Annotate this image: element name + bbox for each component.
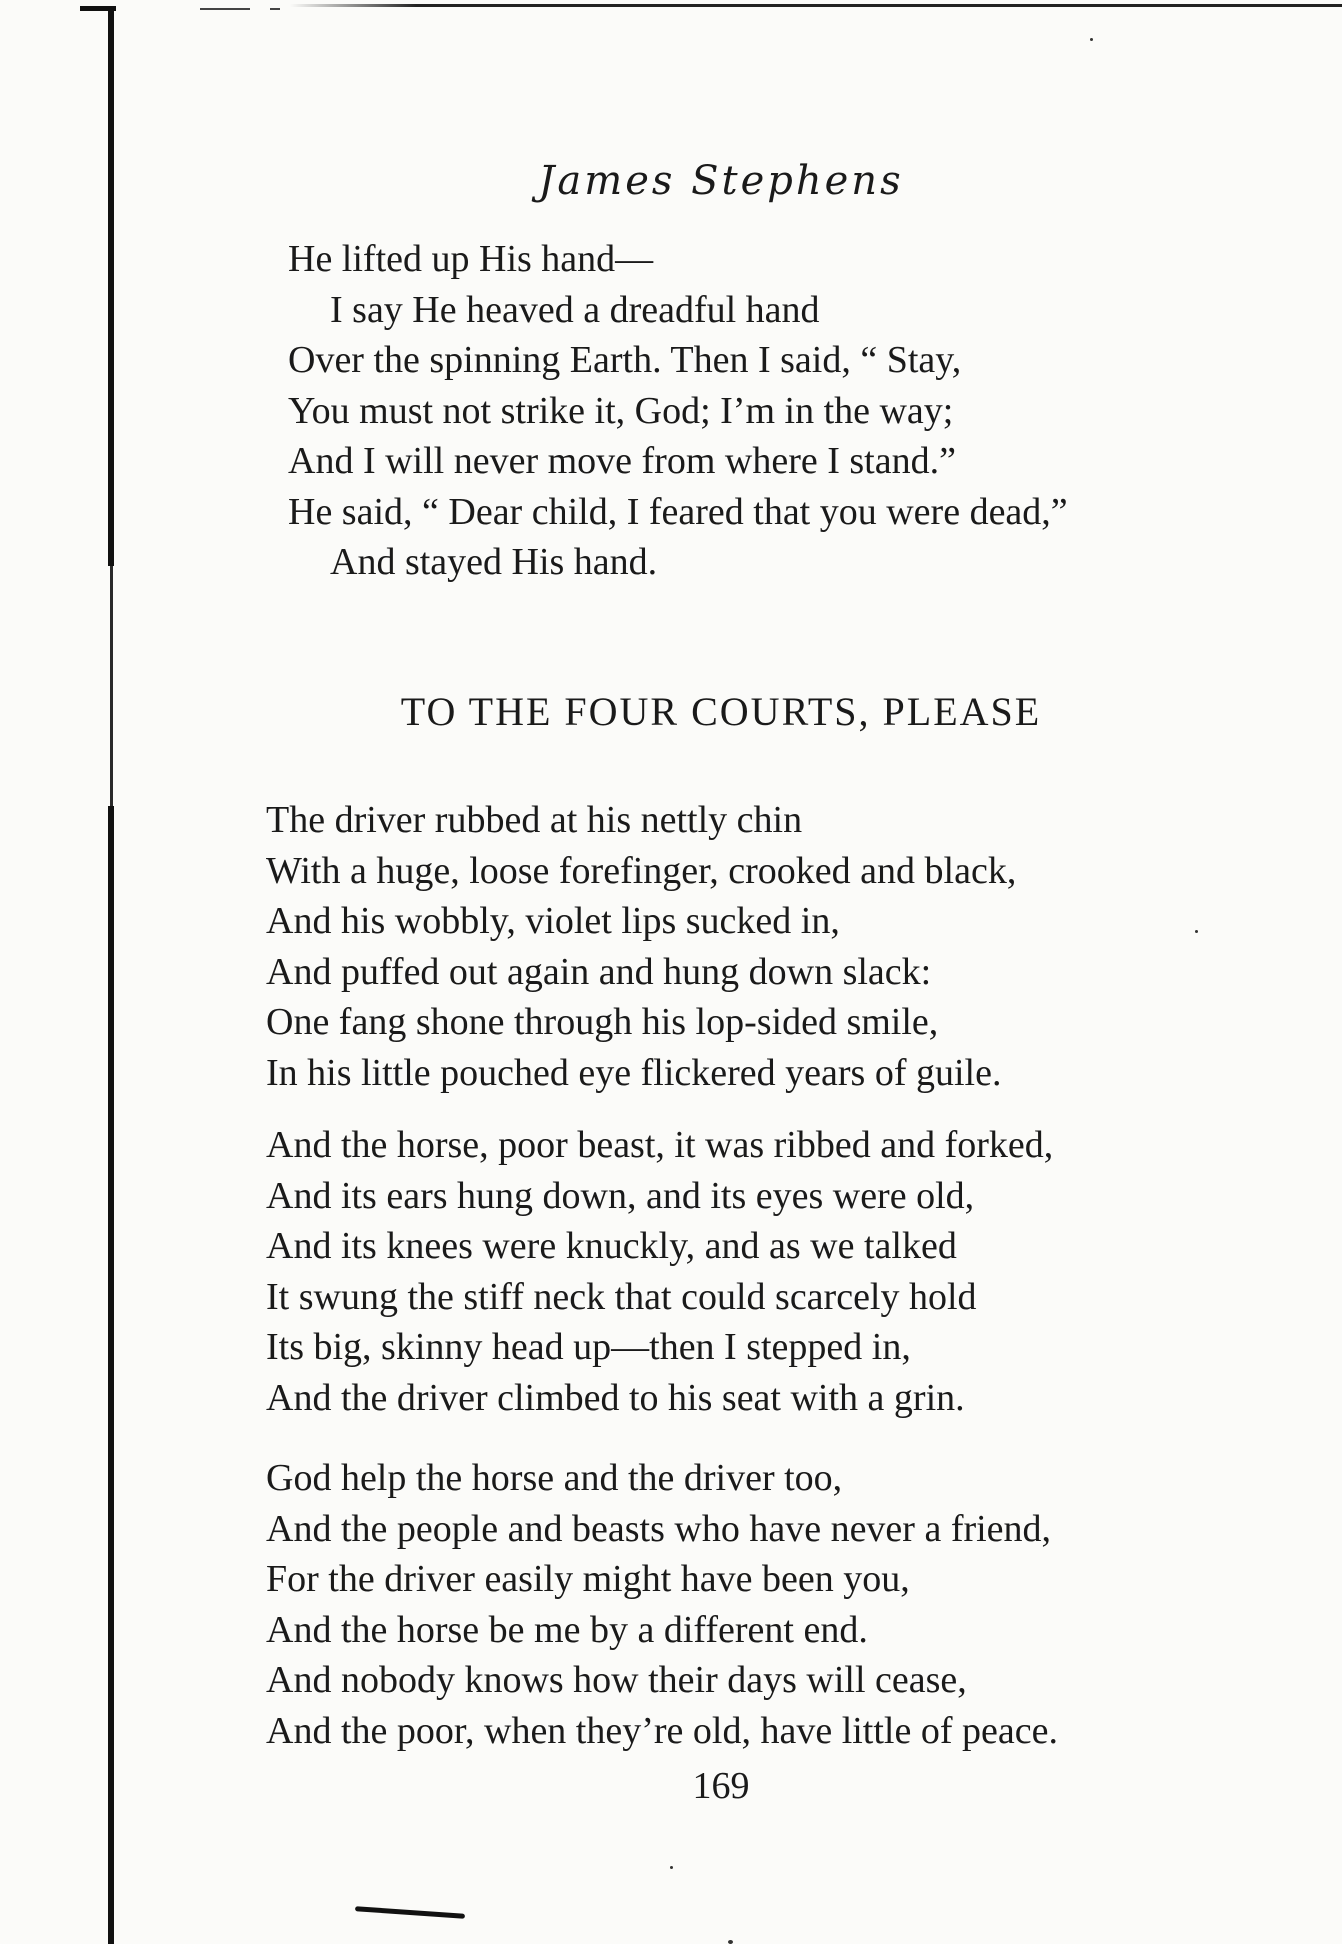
poem-line: In his little pouched eye flickered years of guile.	[266, 1051, 1002, 1094]
poem-line: One fang shone through his lop-sided smile,	[266, 1001, 939, 1043]
poem-line: God help the horse and the driver too,	[266, 1457, 843, 1499]
poem-line: And the driver climbed to his seat with a grin.	[266, 1376, 965, 1419]
poem-line: You must not strike it, God; I’m in the way;	[288, 389, 954, 432]
page-spine-edge	[108, 6, 114, 566]
stanza-3	[266, 1453, 1058, 1756]
poem-line: And its knees were knuckly, and as we talked	[266, 1225, 957, 1267]
poem-line: I say He heaved a dreadful hand	[330, 288, 820, 331]
poem-line: And the horse, poor beast, it was ribbed and forked,	[266, 1124, 1054, 1166]
scan-speck	[1090, 38, 1093, 41]
poem-line: For the driver easily might have been you,	[266, 1558, 910, 1600]
poem-line: And his wobbly, violet lips sucked in,	[266, 900, 840, 942]
poem-line: And the horse be me by a different end.	[266, 1608, 868, 1651]
poem-line: And its ears hung down, and its eyes were old,	[266, 1174, 975, 1217]
page-spine-edge	[110, 566, 113, 806]
first-poem	[288, 234, 1068, 588]
poem-line: It swung the stiff neck that could scarcely hold	[266, 1275, 977, 1318]
stanza-2	[266, 1120, 1053, 1423]
poem-line: Its big, skinny head up—then I stepped in,	[266, 1326, 911, 1368]
stanza-1	[266, 795, 1016, 1098]
scan-speck	[670, 1866, 673, 1869]
bottom-ink-mark	[355, 1906, 465, 1919]
poem-line: And the people and beasts who have never a friend,	[266, 1507, 1052, 1550]
poem-title: TO THE FOUR COURTS, PLEASE	[400, 689, 1042, 734]
top-edge-rule	[290, 4, 1342, 7]
poem-line: Over the spinning Earth. Then I said, “ Stay,	[288, 339, 962, 381]
top-edge-dash	[270, 8, 280, 10]
poem-line: He lifted up His hand—	[288, 238, 654, 280]
poem-line: He said, “ Dear child, I feared that you were dead,”	[288, 490, 1068, 533]
poem-line: And stayed His hand.	[330, 541, 658, 583]
top-edge-dash	[200, 8, 250, 10]
scan-speck	[728, 1940, 733, 1944]
poem-line: And nobody knows how their days will cease,	[266, 1659, 967, 1701]
poem-line: And I will never move from where I stand.”	[288, 440, 956, 482]
poem-line: The driver rubbed at his nettly chin	[266, 799, 803, 841]
poem-line: And the poor, when they’re old, have little of peace.	[266, 1709, 1058, 1752]
scan-speck	[1195, 930, 1198, 933]
running-title: James Stephens	[538, 158, 904, 204]
poem-line: With a huge, loose forefinger, crooked and black,	[266, 849, 1017, 892]
poem-line: And puffed out again and hung down slack:	[266, 950, 932, 993]
page-number: 169	[692, 1765, 750, 1807]
